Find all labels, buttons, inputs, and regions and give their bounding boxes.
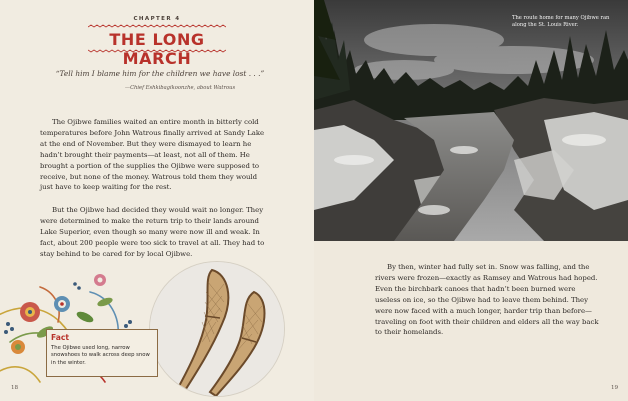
chapter-title: THE LONG MARCH <box>109 30 205 68</box>
chapter-title-banner <box>88 24 226 68</box>
fact-sidebar <box>46 329 158 377</box>
chapter-label: CHAPTER 4 <box>133 16 181 22</box>
body-paragraph-1: The Ojibwe families waited an entire month in bitterly cold temperatures before John Watrous finally arrived at Sandy Lake at the end of November. But they were dismayed to learn he hadn’t brought their payments—at least, not all of them. He brought a portion of the supplies the Ojibwe were supposed to receive, but none of the money. Watrous told them they would just have to keep waiting for the rest. <box>40 118 265 192</box>
zigzag-border-top <box>88 24 226 28</box>
flower-blue-icon <box>54 296 70 312</box>
flower-orange-icon <box>11 340 25 354</box>
photo-caption: The route home for many Ojibwe ran along the St. Louis River. <box>512 15 610 28</box>
epigraph-attribution: —Chief Eshkibagikoonzhe, about Watrous <box>124 85 236 91</box>
page-number-left: 18 <box>11 385 19 391</box>
body-paragraph-2: But the Ojibwe had decided they would wait no longer. They were determined to make the return trip to their lands around Lake Superior, even though so many were now ill and weak. In fact, about 200 people were too sick to travel at all. They had to stay behind to be cared for by local Ojibwe. <box>40 206 265 258</box>
snowshoes-photo <box>150 262 284 396</box>
fact-text: The Ojibwe used long, narrow snowshoes to walk across deep snow in the winter. <box>51 345 150 366</box>
zigzag-border-bottom <box>88 49 226 53</box>
flower-red-icon <box>20 302 40 322</box>
page-number-right: 19 <box>611 385 619 391</box>
flower-pink-icon <box>94 274 106 286</box>
river-landscape-photo <box>314 0 628 241</box>
epigraph-quote: “Tell him I blame him for the children we have lost . . .” <box>55 69 265 78</box>
fact-title: Fact <box>51 333 69 342</box>
right-page <box>314 0 628 401</box>
body-paragraph-3: By then, winter had fully set in. Snow was falling, and the rivers were frozen—exactly as Ramsey and Watrous had hoped. Even the birchbark canoes that hadn’t been burned were useless on ice, so the Ojibwe had to leave them behind. They were now faced with a much longer, harder trip than before—traveling on foot with their children and elders all the way back to their homelands. <box>375 263 599 337</box>
